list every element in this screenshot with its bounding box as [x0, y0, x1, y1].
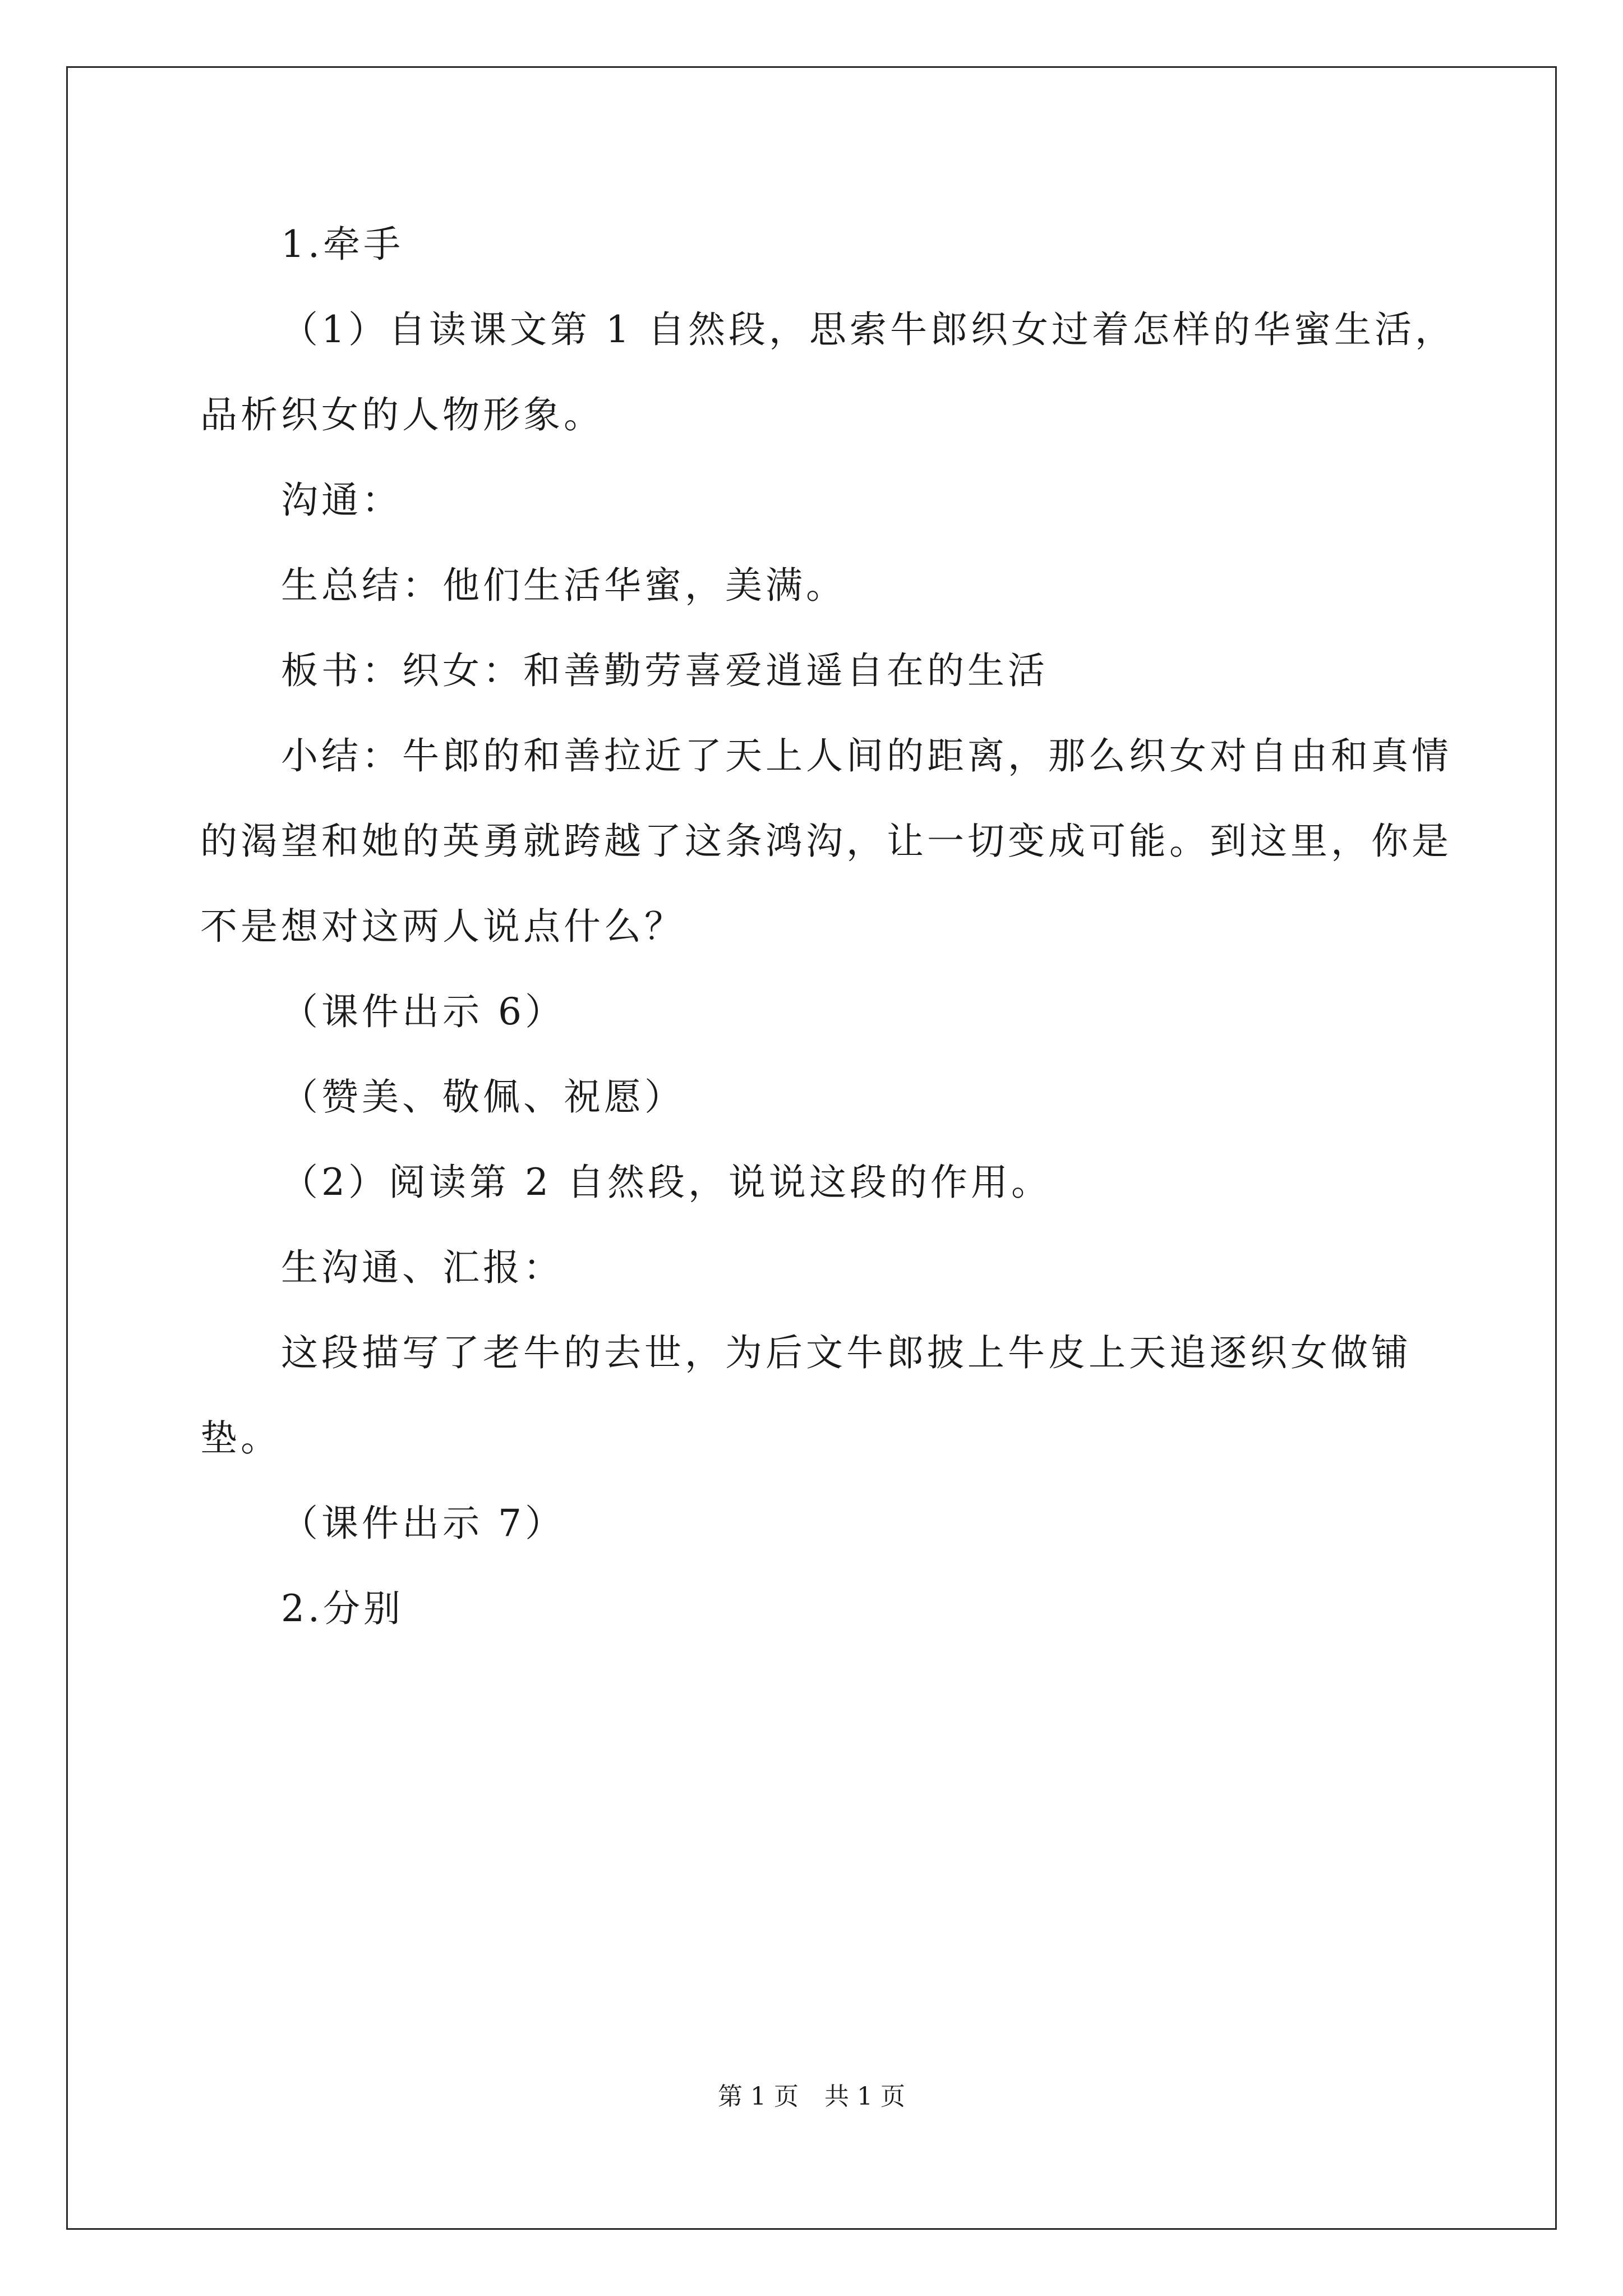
paragraph: 这段描写了老牛的去世，为后文牛郎披上牛皮上天追逐织女做铺垫。	[200, 1331, 1412, 1460]
page-total: 共 1 页	[824, 2082, 905, 2111]
paragraph: （1）自读课文第 1 自然段，思索牛郎织女过着怎样的华蜜生活，品析织女的人物形象。	[200, 308, 1455, 436]
paragraph: 沟通：	[281, 478, 402, 522]
document-body	[200, 202, 1456, 1651]
paragraph: （赞美、敬佩、祝愿）	[281, 1075, 685, 1119]
paragraph: （课件出示 7）	[281, 1502, 565, 1545]
paragraph: 生总结：他们生活华蜜，美满。	[281, 564, 846, 607]
paragraph-heading-1: 1.牵手	[281, 223, 404, 266]
paragraph: 生沟通、汇报：	[281, 1246, 564, 1289]
page-number: 第 1 页	[718, 2082, 799, 2111]
page-footer	[0, 2080, 1623, 2114]
paragraph: 小结：牛郎的和善拉近了天上人间的距离，那么织女对自由和真情的渴望和她的英勇就跨越了这条鸿沟，让一切变成可能。到这里，你是不是想对这两人说点什么？	[200, 734, 1452, 948]
paragraph-heading-2: 2.分别	[281, 1587, 404, 1630]
paragraph: （课件出示 6）	[281, 990, 565, 1033]
paragraph: （2）阅读第 2 自然段，说说这段的作用。	[281, 1161, 1052, 1204]
paragraph: 板书：织女：和善勤劳喜爱逍遥自在的生活	[281, 649, 1048, 692]
